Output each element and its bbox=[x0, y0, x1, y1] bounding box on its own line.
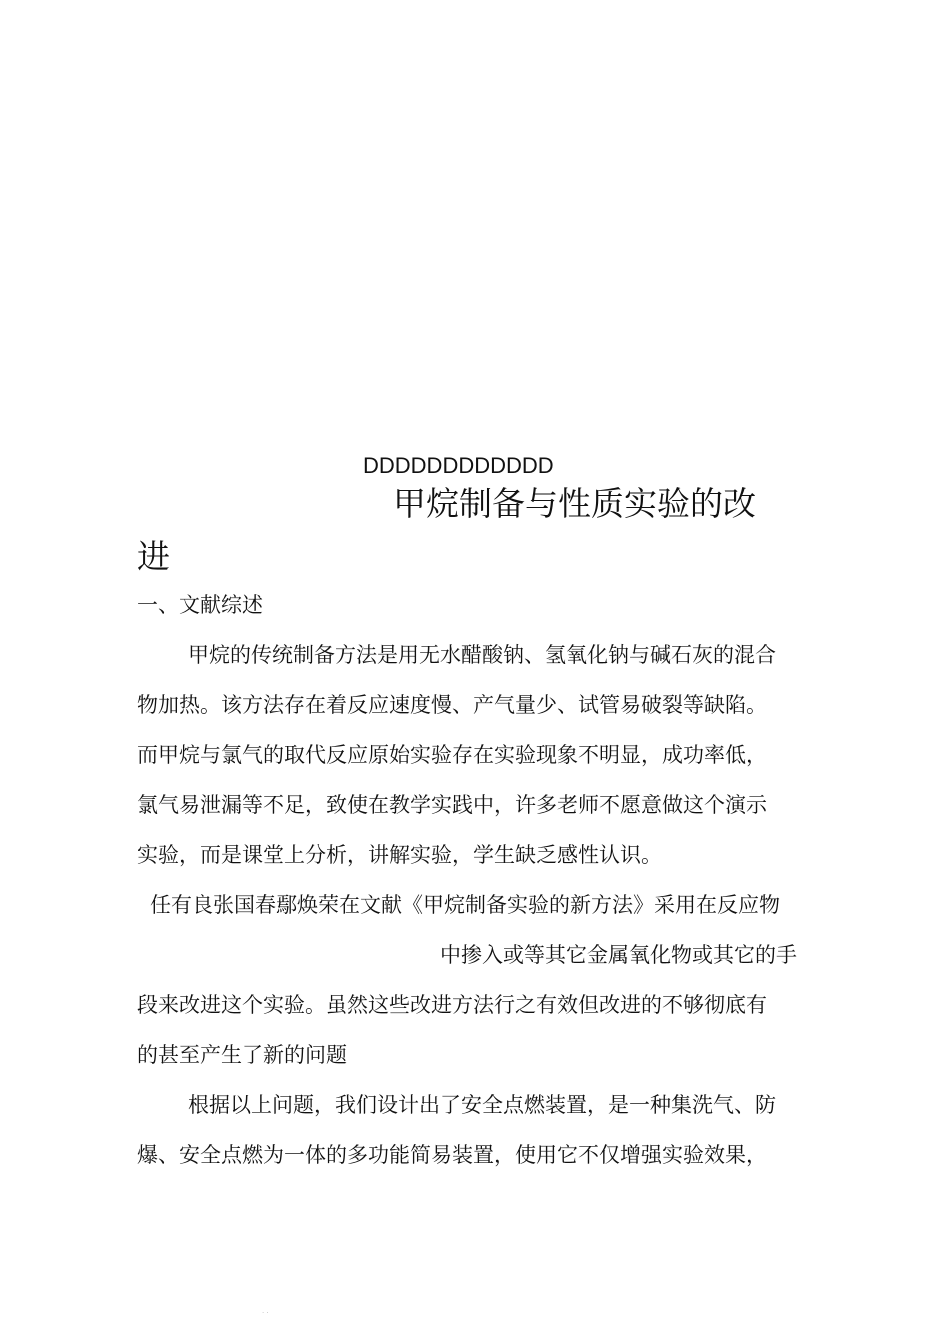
paragraph-line: 中掺入或等其它金属氧化物或其它的手 bbox=[440, 943, 797, 967]
paragraph-line: 实验，而是课堂上分析，讲解实验，学生缺乏感性认识。 bbox=[137, 843, 662, 867]
document-title: 甲烷制备与性质实验的改 bbox=[393, 484, 756, 523]
footer-mark: . . bbox=[262, 1306, 269, 1315]
section-heading: 一、文献综述 bbox=[137, 593, 263, 617]
paragraph-line: 的甚至产生了新的问题 bbox=[137, 1043, 347, 1067]
paragraph-line: 甲烷的传统制备方法是用无水醋酸钠、氢氧化钠与碱石灰的混合 bbox=[188, 643, 776, 667]
paragraph-line: 任有良张国春鄢焕荣在文献《甲烷制备实验的新方法》采用在反应物 bbox=[150, 893, 780, 917]
paragraph-line: 段来改进这个实验。虽然这些改进方法行之有效但改进的不够彻底有 bbox=[137, 993, 767, 1017]
header-code: DDDDDDDDDDDD bbox=[363, 453, 554, 478]
document-title-continuation: 进 bbox=[137, 537, 170, 576]
paragraph-line: 爆、安全点燃为一体的多功能简易装置，使用它不仅增强实验效果， bbox=[137, 1143, 767, 1167]
paragraph-line: 根据以上问题，我们设计出了安全点燃装置，是一种集洗气、防 bbox=[188, 1093, 776, 1117]
paragraph-line: 物加热。该方法存在着反应速度慢、产气量少、试管易破裂等缺陷。 bbox=[137, 693, 767, 717]
paragraph-line: 而甲烷与氯气的取代反应原始实验存在实验现象不明显，成功率低， bbox=[137, 743, 767, 767]
paragraph-line: 氯气易泄漏等不足，致使在教学实践中，许多老师不愿意做这个演示 bbox=[137, 793, 767, 817]
